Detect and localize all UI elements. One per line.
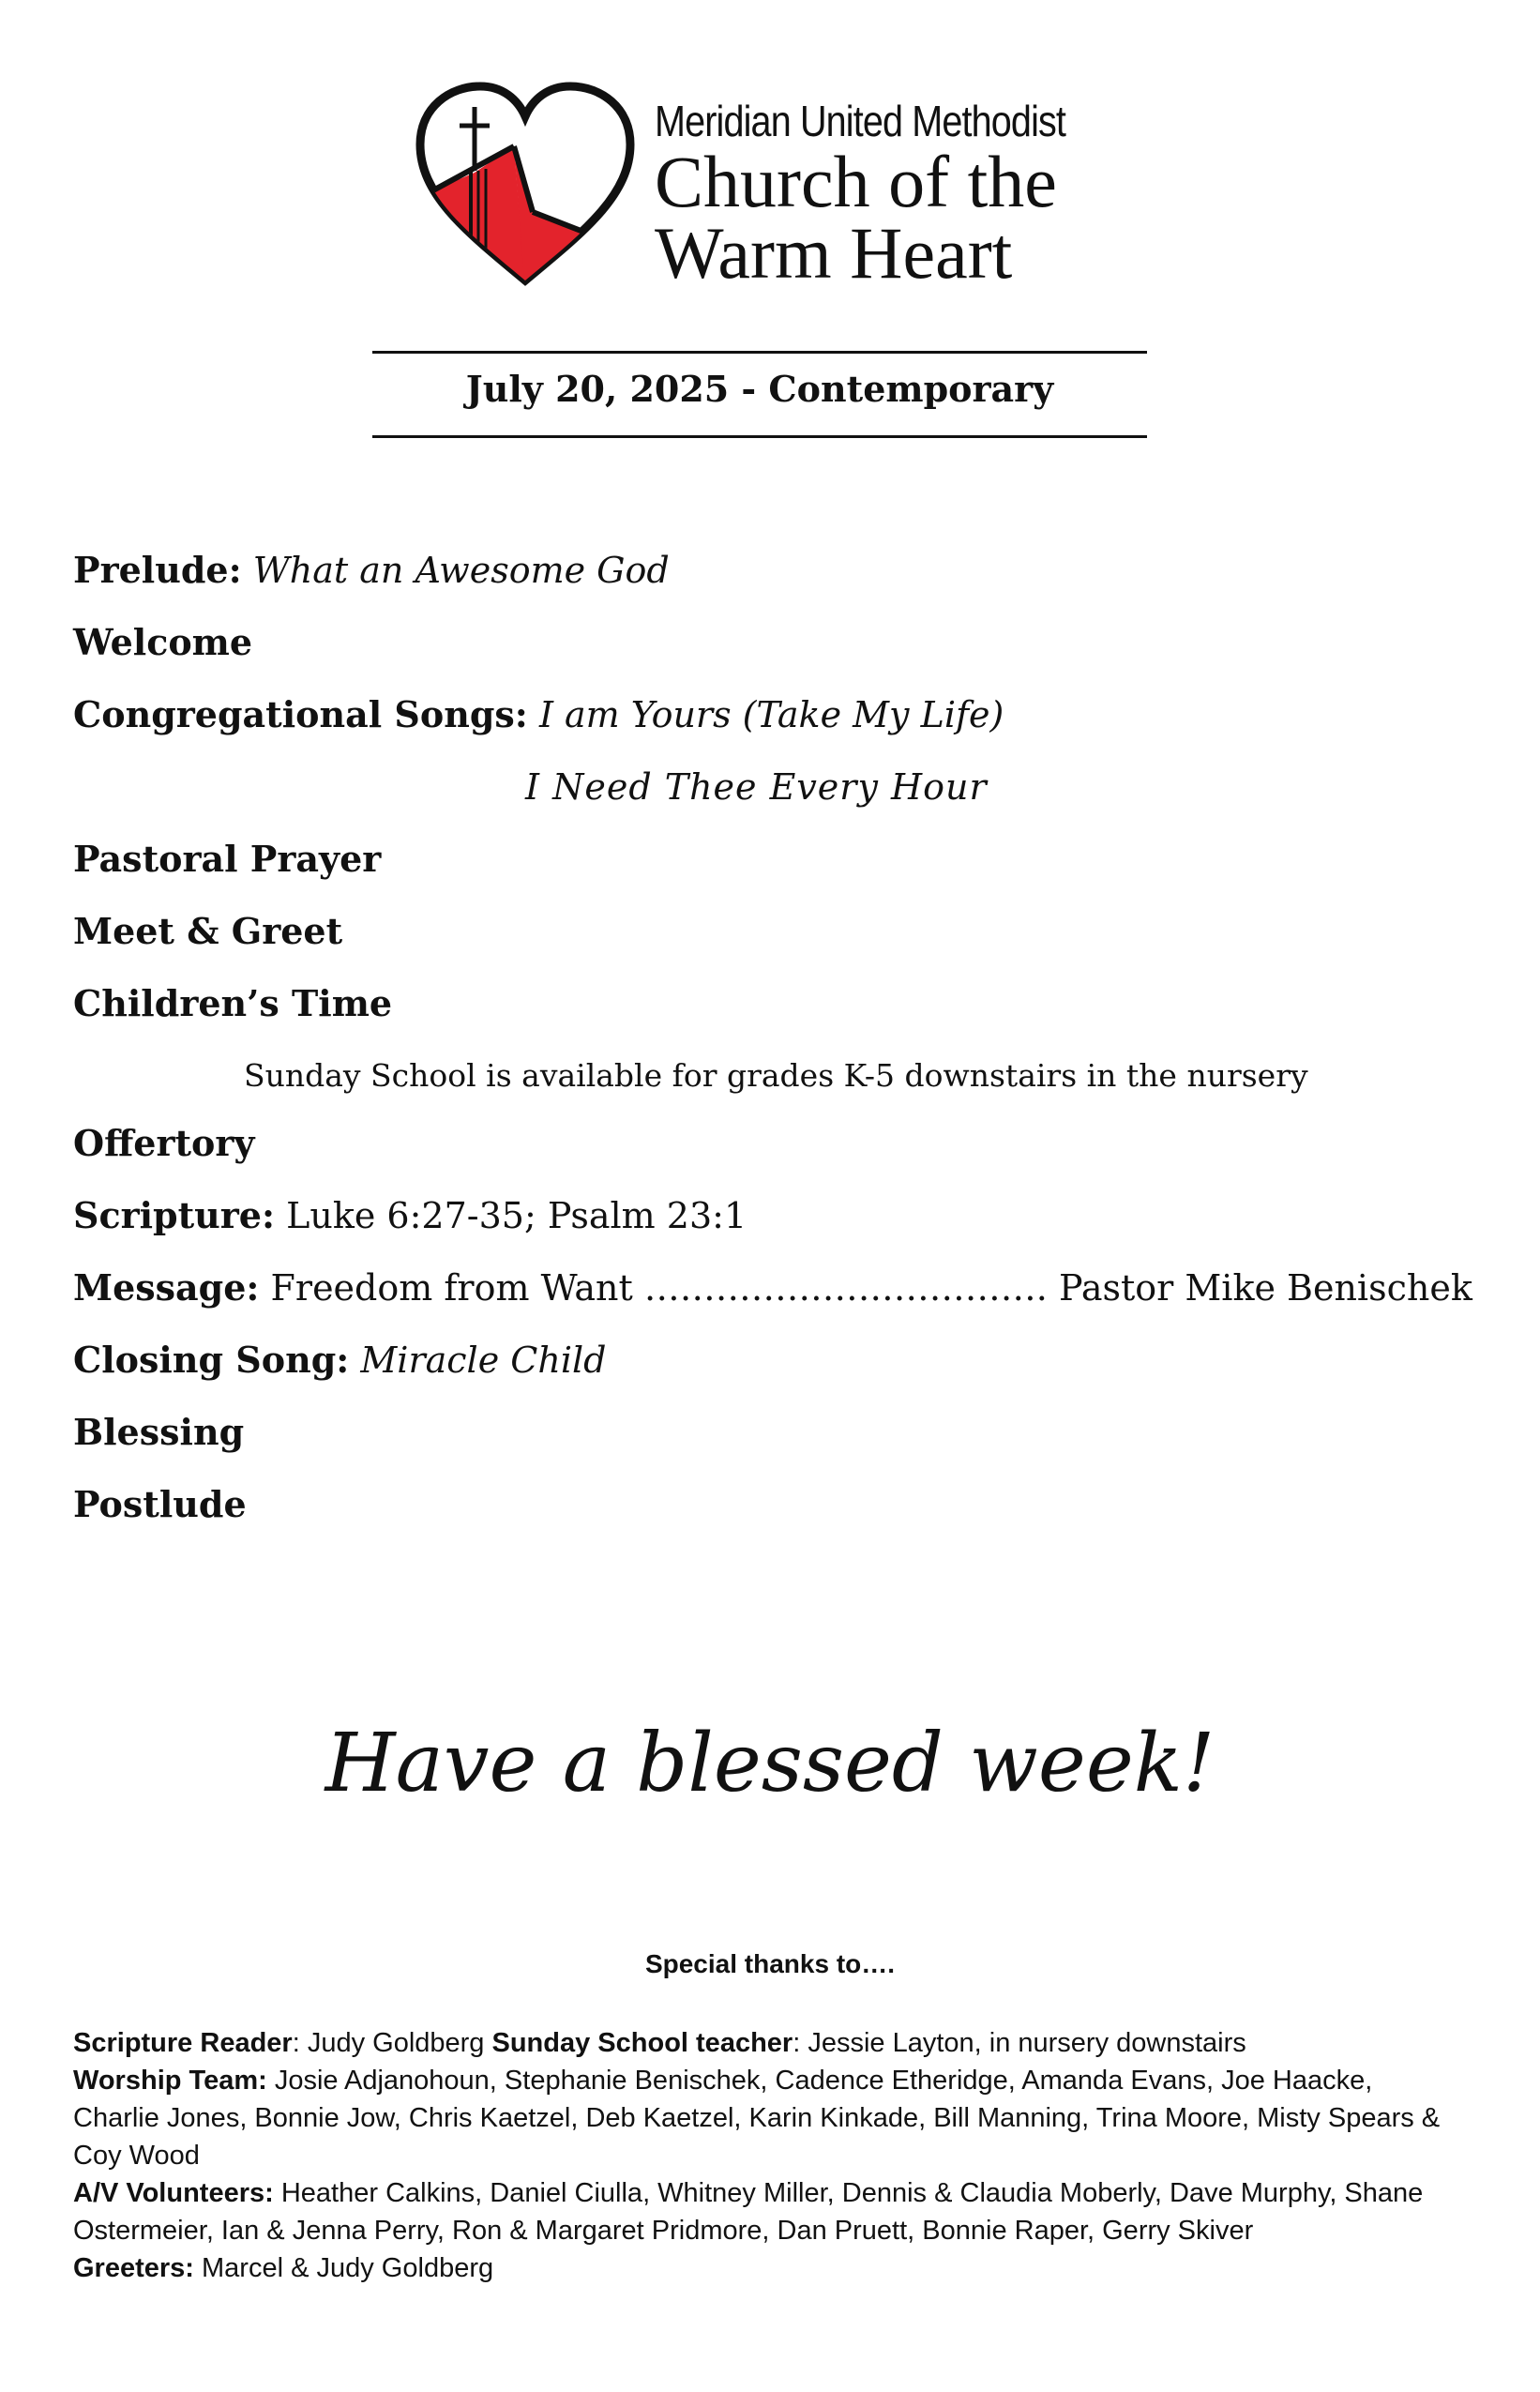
credits-readers: Scripture Reader: Judy Goldberg Sunday School teacher: Jessie Layton, in nursery downstairs — [73, 2028, 1246, 2058]
pastoral-prayer: Pastoral Prayer — [73, 838, 382, 880]
credits-av: A/V Volunteers: Heather Calkins, Daniel Ciulla, Whitney Miller, Dennis & Claudia Moberly, Dave Murphy, Shane Ostermeier, Ian & Jenna Perry, Ron & Margaret Pridmore, Dan Pruett, Bonnie Raper, Gerry Skiver — [73, 2178, 1424, 2246]
church-logo — [413, 79, 1107, 295]
message: Message: Freedom from Want ……………………………. Pastor Mike Benischek — [73, 1266, 1472, 1309]
meet-greet: Meet & Greet — [73, 910, 343, 952]
sunday-school-note: Sunday School is available for grades K-5 downstairs in the nursery — [244, 1057, 1308, 1094]
credits-worship-team: Worship Team: Josie Adjanohoun, Stephanie Benischek, Cadence Etheridge, Amanda Evans, Joe Haacke, Charlie Jones, Bonnie Jow, Chris Kaetzel, Deb Kaetzel, Karin Kinkade, Bill Manning, Trina Moore, Misty Spears & Coy Wood — [73, 2066, 1441, 2171]
postlude: Postlude — [73, 1483, 247, 1525]
service-date: July 20, 2025 - Contemporary — [465, 368, 1054, 410]
scripture: Scripture: Luke 6:27-35; Psalm 23:1 — [73, 1194, 747, 1236]
logo-line3: Warm Heart — [655, 212, 1013, 294]
top-rule — [372, 351, 1147, 354]
welcome: Welcome — [73, 621, 253, 663]
heart-church-icon — [413, 79, 638, 295]
bottom-rule — [372, 435, 1147, 438]
logo-line2: Church of the — [655, 141, 1057, 222]
order-of-worship — [73, 542, 1480, 1549]
farewell-message: Have a blessed week! — [325, 1717, 1215, 1810]
offertory: Offertory — [73, 1122, 255, 1164]
credits-greeters: Greeters: Marcel & Judy Goldberg — [73, 2253, 494, 2283]
childrens-time: Children’s Time — [73, 982, 393, 1024]
logo-line1: Meridian United Methodist — [655, 97, 1066, 145]
credits — [73, 2024, 1461, 2287]
blessing: Blessing — [73, 1411, 245, 1453]
prelude: Prelude: What an Awesome God — [73, 549, 670, 591]
closing-song: Closing Song: Miracle Child — [73, 1339, 607, 1381]
song-2: I Need Thee Every Hour — [525, 766, 988, 808]
thanks-title: Special thanks to…. — [644, 1949, 896, 1978]
congregational-songs: Congregational Songs: I am Yours (Take My Life) — [73, 693, 1004, 735]
